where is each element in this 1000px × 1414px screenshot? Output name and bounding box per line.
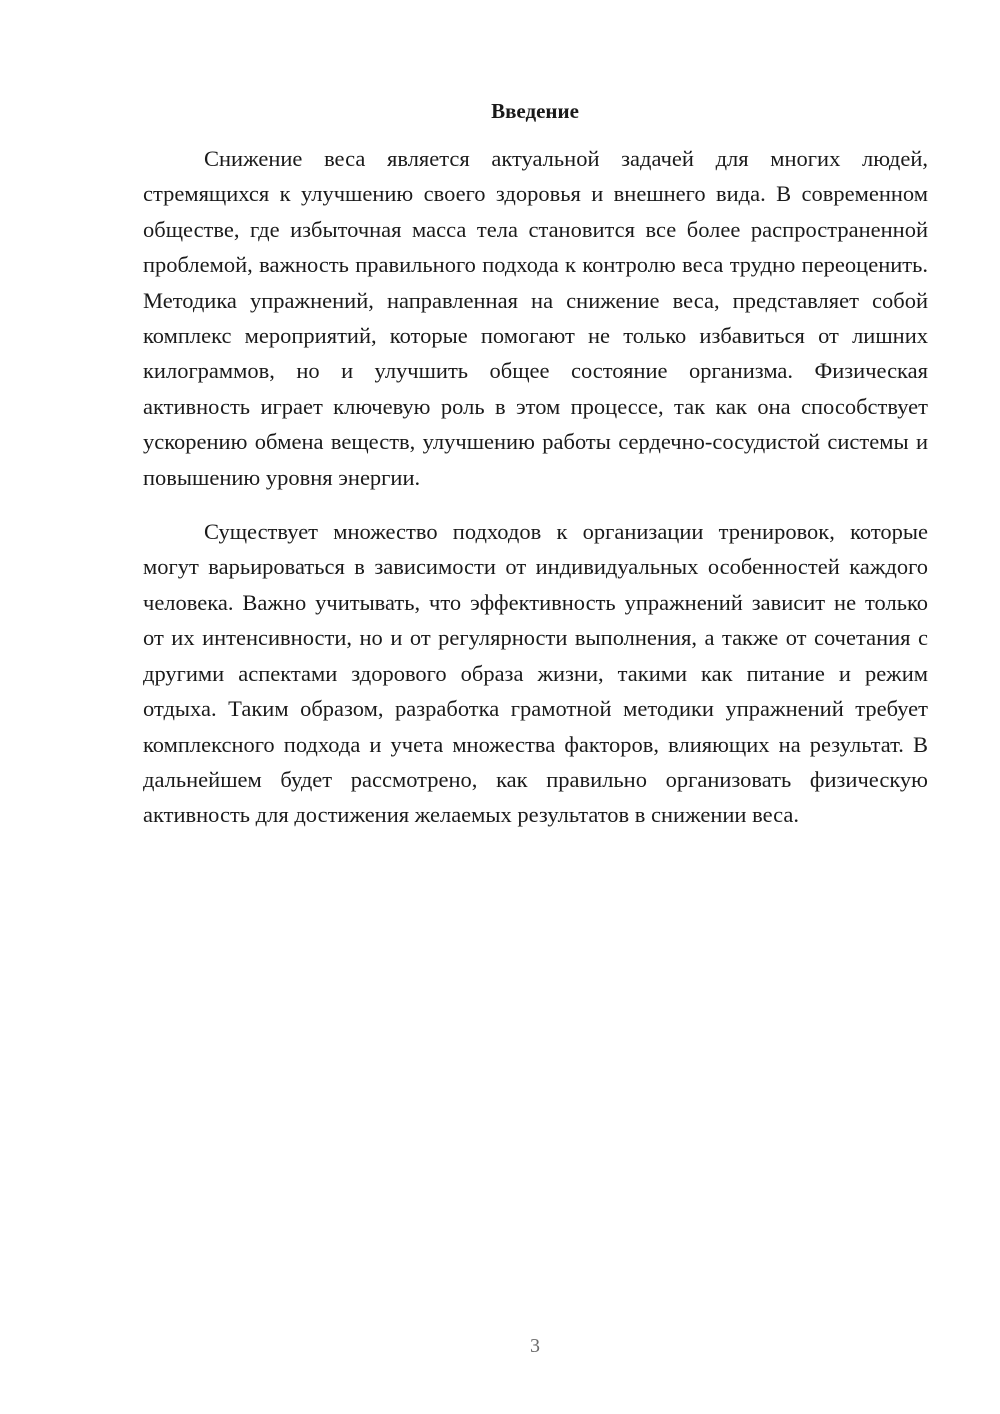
paragraph-1: Снижение веса является актуальной задачей для многих людей, стремящихся к улучшению своего здоровья и внешнего вида. В современном обществе, где избыточная масса тела становится все более распространенной проблемой, важность правильного подхода к контролю веса трудно переоценить. Методика упражнений, направленная на снижение веса, представляет собой комплекс мероприятий, которые помогают не только избавиться от лишних килограммов, но и улучшить общее состояние организма. Физическая активность играет ключевую роль в этом процессе, так как она способствует ускорению обмена веществ, улучшению работы сердечно-сосудистой системы и повышению уровня энергии.: [143, 146, 928, 490]
page-number: 3: [530, 1335, 540, 1357]
document-body: [143, 141, 928, 833]
section-title: Введение: [491, 99, 579, 123]
paragraph-2: Существует множество подходов к организации тренировок, которые могут варьироваться в зависимости от индивидуальных особенностей каждого человека. Важно учитывать, что эффективность упражнений зависит не только от их интенсивности, но и от регулярности выполнения, а также от сочетания с другими аспектами здорового образа жизни, такими как питание и режим отдыха. Таким образом, разработка грамотной методики упражнений требует комплексного подхода и учета множества факторов, влияющих на результат. В дальнейшем будет рассмотрено, как правильно организовать физическую активность для достижения желаемых результатов в снижении веса.: [143, 519, 928, 828]
